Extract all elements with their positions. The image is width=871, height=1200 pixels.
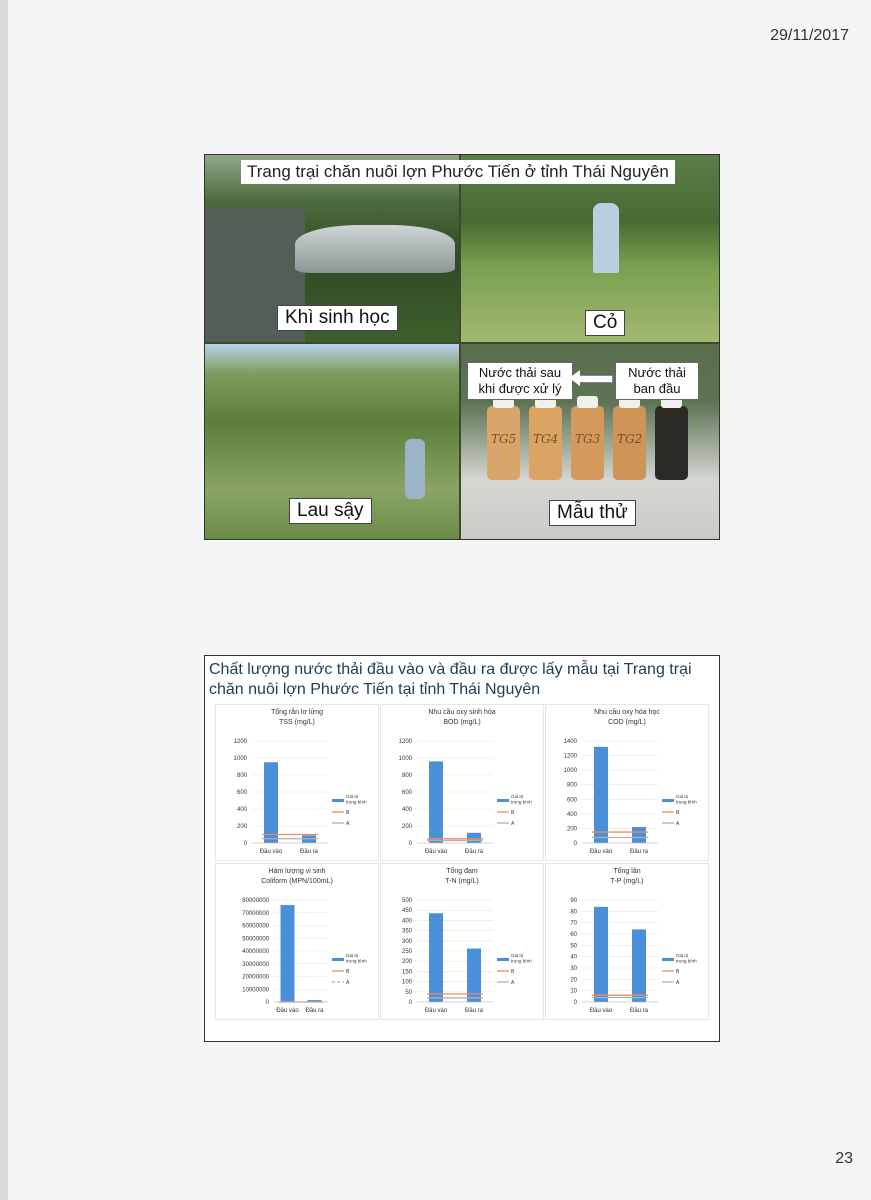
chart-tp xyxy=(546,864,708,1019)
x-tick-label: Đầu vào xyxy=(589,1008,613,1014)
y-tick-label: 400 xyxy=(566,811,577,818)
arrow-left-icon xyxy=(569,373,611,383)
legend-label: trung bình xyxy=(346,799,367,805)
y-tick-label: 20 xyxy=(570,977,577,984)
y-tick-label: 200 xyxy=(401,824,412,830)
photo-reed xyxy=(205,344,459,539)
y-tick-label: 150 xyxy=(401,969,412,976)
bar xyxy=(594,747,608,843)
legend-label: B xyxy=(346,810,350,816)
sample-bottle: TG3 xyxy=(571,406,604,480)
callout-raw: Nước thải ban đầu xyxy=(615,362,699,400)
y-tick-label: 40 xyxy=(570,954,577,961)
bar xyxy=(632,827,646,843)
chart-title: TSS (mg/L) xyxy=(279,719,315,726)
x-tick-label: Đầu ra xyxy=(299,849,319,855)
y-tick-label: 30000000 xyxy=(242,961,269,968)
y-tick-label: 60 xyxy=(570,932,577,938)
slide-water-quality xyxy=(204,655,720,1042)
y-tick-label: 30 xyxy=(570,966,577,972)
chart-title: Coliform (MPN/100mL) xyxy=(261,878,333,885)
legend-label: Giá trị xyxy=(346,953,359,958)
chart-title: Tổng lân xyxy=(613,868,641,875)
sample-bottle: TG4 xyxy=(529,406,562,480)
legend-label: A xyxy=(676,821,680,827)
y-tick-label: 0 xyxy=(573,841,577,847)
x-tick-label: Đầu ra xyxy=(464,849,484,855)
legend-label: A xyxy=(346,980,350,986)
y-tick-label: 250 xyxy=(401,949,412,955)
y-tick-label: 300 xyxy=(401,938,412,945)
y-tick-label: 10000000 xyxy=(242,987,269,994)
y-tick-label: 400 xyxy=(401,918,412,925)
y-tick-label: 1000 xyxy=(398,756,412,762)
chart-title: BOD (mg/L) xyxy=(443,719,481,726)
legend-swatch xyxy=(497,958,509,961)
legend-label: B xyxy=(346,969,350,975)
y-tick-label: 50000000 xyxy=(242,936,269,943)
chart-panel-tp xyxy=(545,863,709,1020)
chart-panel-bod xyxy=(380,704,544,861)
legend-label: B xyxy=(511,810,515,816)
x-tick-label: Đầu vào xyxy=(276,1008,299,1014)
chart-panel-tn xyxy=(380,863,544,1020)
y-tick-label: 0 xyxy=(408,1000,412,1006)
x-tick-label: Đầu ra xyxy=(464,1008,484,1014)
legend-label: trung bình xyxy=(511,958,532,964)
y-tick-label: 70000000 xyxy=(242,910,269,917)
chart-title: Tổng rắn lơ lửng xyxy=(270,709,324,716)
label-reed: Lau sậy xyxy=(289,498,372,524)
legend-label: Giá trị xyxy=(511,953,524,958)
chart-coliform xyxy=(216,864,378,1019)
y-tick-label: 80000000 xyxy=(242,898,269,904)
page-date: 29/11/2017 xyxy=(770,27,849,44)
label-biogas: Khì sinh học xyxy=(277,305,398,331)
legend-label: trung bình xyxy=(511,799,532,805)
y-tick-label: 10 xyxy=(570,988,577,995)
chart-tn xyxy=(381,864,543,1019)
x-tick-label: Đầu vào xyxy=(589,849,613,855)
legend-label: trung bình xyxy=(346,958,367,964)
y-tick-label: 60000000 xyxy=(242,923,269,930)
bar xyxy=(264,762,278,843)
chart-tss xyxy=(216,705,378,860)
y-tick-label: 200 xyxy=(236,824,247,830)
chart-title: Tổng đạm xyxy=(446,868,478,875)
legend-label: A xyxy=(511,821,515,827)
legend-label: Giá trị xyxy=(346,794,359,799)
chart-title: T-P (mg/L) xyxy=(610,878,644,885)
y-tick-label: 600 xyxy=(236,790,247,796)
y-tick-label: 50 xyxy=(405,989,412,996)
y-tick-label: 20000000 xyxy=(242,974,269,981)
y-tick-label: 90 xyxy=(570,898,577,904)
y-tick-label: 100 xyxy=(401,979,412,986)
legend-label: B xyxy=(511,969,515,975)
label-grass: Cỏ xyxy=(585,310,625,336)
bar xyxy=(467,833,481,843)
chart-title: COD (mg/L) xyxy=(608,719,646,726)
y-tick-label: 80 xyxy=(570,909,577,916)
y-tick-label: 1200 xyxy=(233,739,247,745)
chart-title: Nhu cầu oxy hóa học xyxy=(594,709,660,716)
x-tick-label: Đầu vào xyxy=(424,1008,448,1014)
legend-label: Giá trị xyxy=(676,953,689,958)
chart-panel-cod xyxy=(545,704,709,861)
y-tick-label: 200 xyxy=(401,959,412,966)
chart-panel-coliform xyxy=(215,863,379,1020)
sample-bottle xyxy=(655,406,688,480)
y-tick-label: 800 xyxy=(401,773,412,779)
chart-title: T-N (mg/L) xyxy=(445,878,479,885)
y-tick-label: 0 xyxy=(573,1000,577,1006)
x-tick-label: Đầu ra xyxy=(629,849,649,855)
chart-bod xyxy=(381,705,543,860)
y-tick-label: 450 xyxy=(401,908,412,915)
y-tick-label: 800 xyxy=(236,773,247,779)
x-tick-label: Đầu ra xyxy=(629,1008,649,1014)
x-tick-label: Đầu vào xyxy=(424,849,448,855)
bar xyxy=(429,913,443,1002)
bar xyxy=(429,761,443,843)
legend-label: trung bình xyxy=(676,958,697,964)
y-tick-label: 1000 xyxy=(233,756,247,762)
y-tick-label: 200 xyxy=(566,826,577,833)
slide1-title: Trang trại chăn nuôi lợn Phước Tiến ở tỉnh Thái Nguyên xyxy=(241,160,675,184)
callout-treated: Nước thải sau khi được xử lý xyxy=(467,362,573,400)
y-tick-label: 1200 xyxy=(398,739,412,745)
chart-panel-tss xyxy=(215,704,379,861)
y-tick-label: 70 xyxy=(570,920,577,927)
chart-title: Nhu cầu oxy sinh hóa xyxy=(428,709,496,716)
legend-label: B xyxy=(676,810,680,816)
legend-label: B xyxy=(676,969,680,975)
label-samples: Mẫu thử xyxy=(549,500,636,526)
sample-bottle: TG5 xyxy=(487,406,520,480)
legend-label: Giá trị xyxy=(511,794,524,799)
page-number: 23 xyxy=(835,1150,853,1167)
y-tick-label: 1000 xyxy=(563,768,577,775)
legend-label: A xyxy=(346,821,350,827)
y-tick-label: 500 xyxy=(401,898,412,904)
bar xyxy=(632,929,646,1002)
sample-bottle: TG2 xyxy=(613,406,646,480)
y-tick-label: 400 xyxy=(236,807,247,813)
y-tick-label: 0 xyxy=(265,1000,269,1006)
scan-edge xyxy=(0,0,8,1200)
y-tick-label: 800 xyxy=(566,782,577,789)
y-tick-label: 1200 xyxy=(563,753,577,760)
x-tick-label: Đầu ra xyxy=(305,1008,324,1014)
legend-swatch xyxy=(332,958,344,961)
chart-cod xyxy=(546,705,708,860)
legend-swatch xyxy=(662,799,674,802)
legend-swatch xyxy=(332,799,344,802)
bar xyxy=(594,907,608,1002)
y-tick-label: 600 xyxy=(566,797,577,804)
slide2-title: Chất lượng nước thải đầu vào và đầu ra được lấy mẫu tại Trang trại chăn nuôi lợn Phước Tiến tại tỉnh Thái Nguyên xyxy=(209,661,692,698)
legend-label: trung bình xyxy=(676,799,697,805)
y-tick-label: 40000000 xyxy=(242,949,269,955)
slide-farm-photos xyxy=(204,154,720,540)
bar xyxy=(281,905,295,1002)
legend-label: A xyxy=(676,980,680,986)
y-tick-label: 600 xyxy=(401,790,412,796)
y-tick-label: 400 xyxy=(401,807,412,813)
legend-label: A xyxy=(511,980,515,986)
chart-title: Hàm lượng vi sinh xyxy=(268,868,326,875)
y-tick-label: 50 xyxy=(570,943,577,950)
y-tick-label: 1400 xyxy=(563,739,577,745)
y-tick-label: 0 xyxy=(243,841,247,847)
legend-label: Giá trị xyxy=(676,794,689,799)
y-tick-label: 0 xyxy=(408,841,412,847)
legend-swatch xyxy=(497,799,509,802)
legend-swatch xyxy=(662,958,674,961)
x-tick-label: Đầu vào xyxy=(259,849,283,855)
y-tick-label: 350 xyxy=(401,928,412,935)
